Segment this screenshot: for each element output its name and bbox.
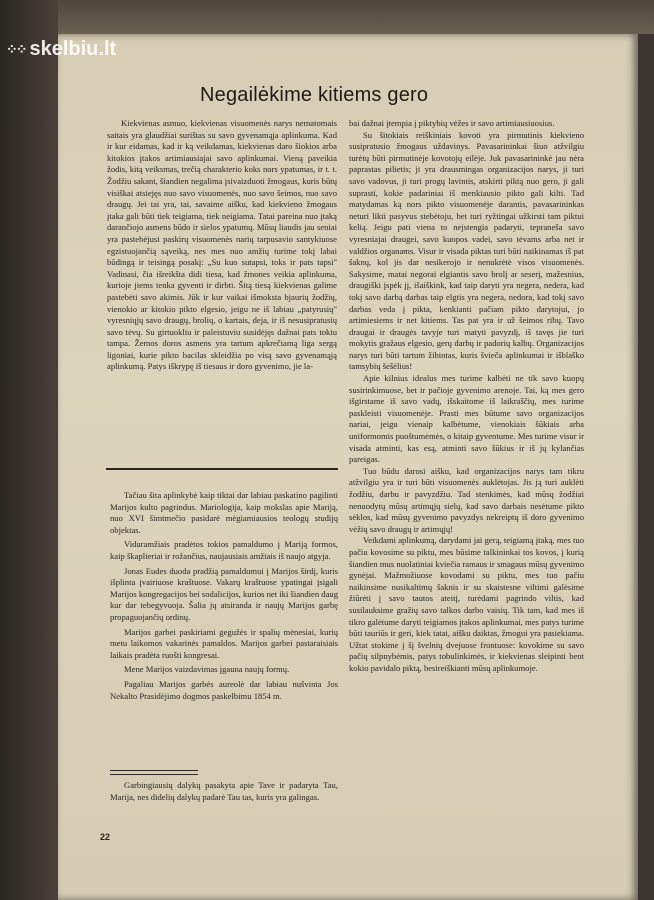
paragraph: Pagaliau Marijos garbės aureolė dar labiau nušvinta Jos Nekalto Prasidėjimo dogmos paskelbimu 1854 m. bbox=[110, 678, 338, 701]
watermark bbox=[6, 38, 116, 61]
snowflake-dots-icon: ⁘⁘ bbox=[6, 41, 26, 57]
divider-line bbox=[110, 770, 198, 771]
paragraph: Viduramžiais pradėtos tokios pamaldumo į Mariją formos, kaip škaplieriai ir rožančius, naujausiais amžiais iš naujo atgyja. bbox=[110, 539, 338, 561]
article-title: Negailėkime kitiems gero bbox=[200, 84, 429, 106]
divider-line bbox=[110, 774, 198, 775]
paragraph: Tačiau šita aplinkybė kaip tiktai dar labiau paskatino pagilinti Marijos kulto pagrindus. Mariologija, kaip mokslas apie Mariją, nuo XVI šimtmečio pasidarė mėgiamiausios teologų studijų objektas. bbox=[110, 490, 338, 535]
paragraph: Mene Marijos vaizdavimas įgauna naujų formų. bbox=[124, 664, 290, 675]
paragraph: Apie kilnius idealus mes turime kalbėti ne tik savo kuopų susirinkimuose, bet ir pačioje gyvenimo arenoje. Tai, ką mes gero išgirstame iš savo vadų, išskaitome iš laikraščių, mes turime paskleisti visuomenėje. Prasti mes būtume savo organizacijos nariai, jeigu vienaip kalbėtume, vienokiais šūkiais arba uniformomis puoštumėmės, o kitaip gyventume. Mes turime visur ir visada atminti, kas esą, atminti savo šūkius ir iš jų kylančias pareigas. bbox=[349, 373, 584, 465]
photo-background-top bbox=[58, 0, 654, 34]
mariology-column bbox=[110, 490, 338, 705]
article-column-left bbox=[107, 118, 337, 373]
photo-background-left bbox=[0, 0, 58, 900]
paragraph: bai dažnai įtempia į piktybių vėžes ir savo artimiausiuosius. bbox=[349, 118, 555, 128]
quote-block bbox=[110, 780, 338, 803]
article-column-right bbox=[349, 118, 584, 675]
paragraph: Veikdami aplinkumą, darydami jai gerą, teigiamą įtaką, mes tuo pačiu kovosime su piktu, mes būsime talkininkai tos kovos, į kurią šiandien mus nuolatiniai kviečia ramaus ir smagaus mūsų gyvenimo gynėjai. Mažmožiuose kovodami su piktu, mes tuo pačiu naikinsime nusikaltimų šaknis ir su skaistesne viltimi galėsime žiūrėti į savo tautos ateitį, turėdami pagrindo viltis, kad susilauksime gražių savo talkos darbo vaisių. Tik tam, kad mes iš tikro galėtume daryti teigiamos įtakos aplinkumai, mes patys turime būti tauriūs ir geri, kiek tatai, aišku daiktas, žmogui yra pasiekiama. Užtat stokime į šį švelnių dvejuose frontuose: kovokime su savo pačių silpnybėmis, patys tobulinkimės, ir kiekvienas sleipinti bent kokio pavidalo piktą, besireiškianti mūsų aplinkumoje. bbox=[349, 535, 584, 673]
paragraph: Tuo būdu darosi aišku, kad organizacijos narys tam tikru atžvilgiu yra ir turi būti visuomenės auklėtojas. Jis ją turi auklėti žodžiu, darbu ir pavyzdžiu. Tad stenkimės, kad mūsų žodžiai nenuodytų mūsų artimųjų sielų, kad savo darbais nesėtume pikto sėklos, kad mūsų gyvenimo pavyzdys nekreiptų iš doro gyvenimo vėžių savo draugų ir artimųjų! bbox=[349, 465, 584, 534]
paragraph: Marijos garbei paskiriami gegužės ir spalių mėnesiai, kurių metu laikomos vakarinės pamaldos. Marijos garbei pastaraisiais laikais pradėta ruošti kongresai. bbox=[110, 626, 338, 660]
paragraph: Kiekvienas asmuo, kiekvienas visuomenės narys nematomais saitais yra glaudžiai surištas su savo gyvenamąja aplinkuma. Kad ir kur eidamas, kad ir ką veikdamas, kiekvienas daro šiokios arba kitokios įtakos artimiausiajai savo aplinkumai. Vieną paveikia žodis, kitą veiksmas, trečią charakterio koks nors ypatumas, ir t. t. Žodžiu sakant, šiandien negalima įsivaizduoti žmogaus, kuris būtų visiškai atsiejęs nuo savo visuomenės, nuo savo šeimos, nuo savo draugų. Jei tai yra, tai, savaime aišku, kad kiekvieno žmogaus įtaka gali būti tiek teigiama, tiek neigiama. Tatai pareina nuo įtaką darančiojo asmens būdo ir sielos ypatumų. Mūsų liaudis jau seniai yra pastebėjusi paskirų visuomenės narių tarpusavio santykiuose egzistuojančią sąveiką, nes mes nuo amžių turime tokį labai būdingą ir teisingą posakį: „Su kuo sutapsi, toks ir pats tapsi" Vadinasi, čia išreikšta didi tiesa, kad žmones veikia aplinkuma, kurioje jiems tenka gyventi ir dirbti. Šitą tiesą kiekvienas galime pastebėti savo akimis. Jūk ir kur vaikai išmoksta bjaurių žodžių, vienokio ar kitokio pikto elgesio, jeigu ne iš labiau „patyrusių" vyresniųjų savo draugų, brolių, o kartais, deja, ir iš nesusipratusių savo tėvų. Su girtuokliu ir paleistuviu susidėjęs dažnai pats tokiu tampa. Žemos doros asmens yra tartum apkrečiamą liga sergą ligoniai, kurie pikto bacilas skleidžia po visą savo gyvenamąją aplinkumą. Patys iškrypę iš tiesaus ir doro gyvenimo, jie la- bbox=[107, 118, 337, 372]
paragraph: Jonas Eudes duoda pradžią pamaldumui į Marijos širdį, kuris išplinta įvairiuose kraštuose. Vakarų kraštuose ypatingai įsigali Marijos kongregacijos bei sodalicijos, kurios net iki šiandien daug kur dar tebegyvuoja. Šalia jų atsiranda ir naujų Marijos garbę propaguojančių ordinų. bbox=[110, 565, 338, 622]
paragraph: Su šitokiais reiškiniais kovoti yra pirmutinis kiekvieno susipratusio žmogaus uždavinys. Pavasarininkai šiuo atžvilgiu turėtų būti pirmutinėje kovotojų eilėje. Juk pavasarininkė jau nėra paprastas pilietis; ji yra drausmingas organizacijos narys, ji turi savo vadovus, ji turi progų lavintis, atskirti piktą nuo gero, ji gali suprasti, kokie padariniai iš menkiausio pikto gali kilti. Tad matydamas ką nors pikto visuomenėje darantis, pavasarininkas neturi likti pasyvus stebėtoju, bet turi ryžtingai užkirsti tam piktui kelią. Jeigu pati viena to nejstengia padaryti, tepraneša savo vyresniajai draugei, savo kuopos vadei, savo tėvams arba net ir valdžios organams. Visur ir visada piktas turi būti naikinamas iš pat šaknų, kol jis dar nesikerojo ir nenukrėtė visos visuomenės. Sakysime, matai negorai elgiantis savo brolį ar seserį, mažesnius, draugiški įspėk jį, išaiškink, kad taip daryti yra negera, nedera, kad tokį savo darbą darbas taip elgtis yra negera, nedora, kad tokį savo darbas veda į pikta, kenkianti pačiam pikto darytojui, jo artimiesiems ir net kitiems. Tas pat yra ir už šeimos ribų. Tavo draugai ir draugės tavyje turi matyti pavyzdį, iš tavęs jie turi mokytis gražaus elgesio, gerų darbų ir padorių kalbų. Organizacijos narys turi būti tartum žibintas, kuris švieča aplinkumai ir išblaško tamsybių šešėlius! bbox=[349, 129, 584, 372]
watermark-text: skelbiu.lt bbox=[29, 38, 117, 60]
divider-line bbox=[106, 468, 338, 470]
page-number: 22 bbox=[100, 832, 111, 842]
paragraph: Garbingiausių dalykų pasakyta apie Tave ir padaryta Tau, Marija, nes didelių dalykų padarė Tau tas, kuris yra galingas. bbox=[110, 780, 338, 802]
